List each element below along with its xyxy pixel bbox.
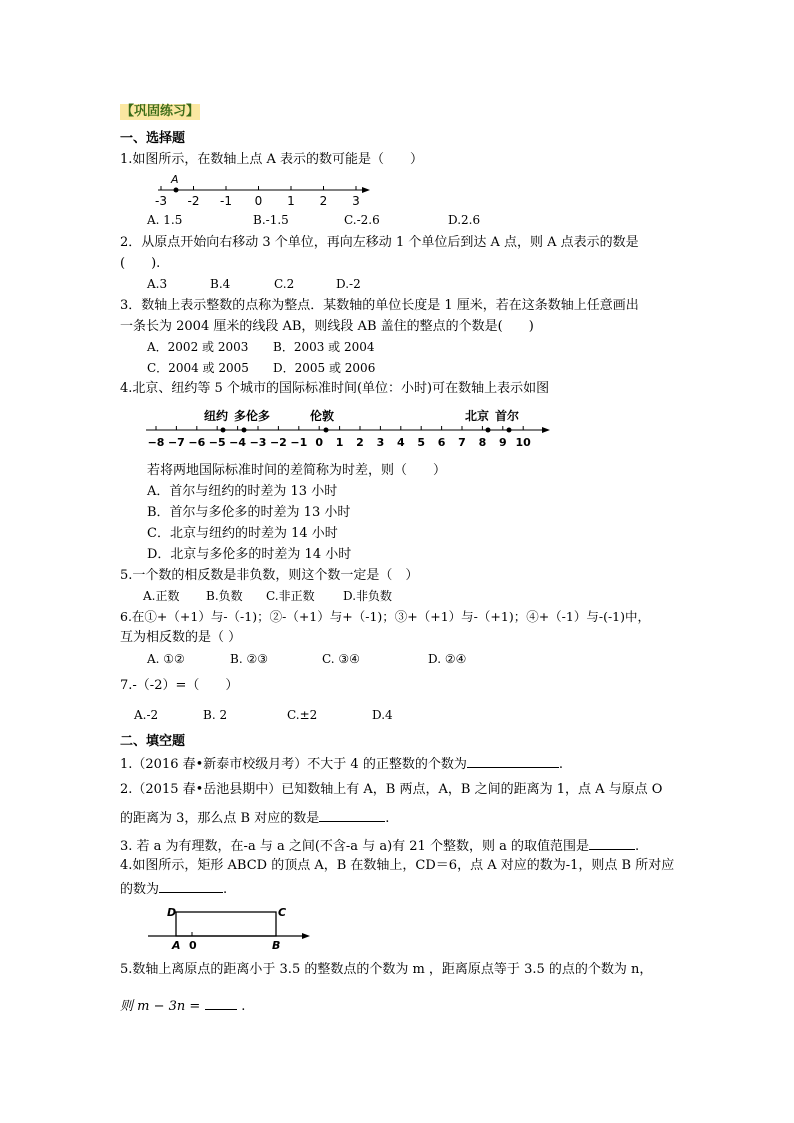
q5-option-c: C.非正数	[266, 589, 315, 603]
fill-q4-label-d: D	[167, 906, 177, 919]
q4-tick-label: 7	[458, 436, 466, 449]
q4-point-newyork	[221, 428, 226, 433]
q7-option-b: B. 2	[203, 708, 228, 722]
fill-q5-blank[interactable]	[205, 996, 237, 1010]
fill-q4-label-a: A	[172, 939, 181, 952]
q3-option-a: A．2002 或 2003	[147, 340, 249, 354]
fill-q2-blank[interactable]	[319, 808, 385, 822]
q4-option-c: C．北京与纽约的时差为 14 小时	[147, 526, 338, 541]
section-title: 【巩固练习】	[121, 104, 200, 119]
q3-option-c: C．2004 或 2005	[147, 361, 249, 375]
q6-option-a: A. ①②	[147, 652, 185, 666]
fill-q2-line1: 2.（2015 春•岳池县期中）已知数轴上有 A，B 两点，A，B 之间的距离为 1，点 A 与原点 O	[120, 782, 663, 797]
q4-tick-label: −7	[167, 436, 185, 449]
q4-tick-label: 5	[417, 436, 426, 449]
q4-city-beijing: 北京	[465, 409, 490, 423]
q5-text: 5.一个数的相反数是非负数，则这个数一定是（ ）	[120, 568, 419, 583]
q5-option-b: B.负数	[206, 589, 243, 603]
fill-q2-end: .	[385, 811, 390, 826]
q2-line2: ( ).	[120, 256, 161, 271]
q7-text: 7.-（-2）=（ ）	[120, 678, 239, 693]
q3-option-d: D．2005 或 2006	[273, 361, 376, 375]
q5-option-a: A.正数	[143, 589, 180, 603]
q1-tick-label: -1	[220, 194, 232, 208]
q6-option-b: B. ②③	[230, 652, 268, 666]
fill-q5-line1: 5.数轴上离原点的距离小于 3.5 的整数点的个数为 m ，距离原点等于 3.5 的点的个数为 n，	[120, 962, 653, 977]
q1-option-c: C.-2.6	[344, 213, 380, 227]
q7-option-c: C.±2	[287, 708, 318, 722]
q4-tick-label: 4	[396, 436, 405, 449]
q2-option-a: A.3	[147, 277, 168, 291]
q1-tick-label: 1	[287, 194, 295, 208]
fill-q4-end: .	[223, 882, 228, 897]
fill-q4-line1: 4.如图所示，矩形 ABCD 的顶点 A，B 在数轴上，CD＝6，点 A 对应的数为-1，则点 B 所对应	[120, 858, 675, 873]
q4-city-newyork: 纽约	[204, 409, 229, 423]
q1-tick-label: 2	[319, 194, 328, 208]
fill-q5-text: 则 m − 3n =	[120, 999, 201, 1014]
q4-point-london	[324, 428, 329, 433]
q4-tick-label: 3	[376, 436, 385, 449]
q2-option-d: D.-2	[336, 277, 361, 291]
q4-tick-label: −4	[229, 436, 247, 449]
q4-tick-label: 2	[356, 436, 364, 449]
fill-q3-blank[interactable]	[589, 836, 635, 850]
q1-tick-label: -3	[155, 194, 167, 208]
fill-q3	[120, 836, 639, 856]
q2-option-b: B.4	[210, 277, 231, 291]
q4-tick-label: 9	[498, 436, 507, 449]
q1-text: 1.如图所示，在数轴上点 A 表示的数可能是（ ）	[120, 152, 424, 167]
q6-option-d: D. ②④	[428, 652, 467, 666]
fill-q4-label-b: B	[272, 939, 281, 952]
q3-line1: 3．数轴上表示整数的点称为整点．某数轴的单位长度是 1 厘米，若在这条数轴上任意画出	[120, 298, 639, 313]
fill-q1	[120, 754, 563, 774]
fill-q4-text: 的数为	[120, 882, 160, 897]
q4-text: 4.北京、纽约等 5 个城市的国际标准时间(单位：小时)可在数轴上表示如图	[120, 381, 550, 396]
q4-point-seoul	[507, 428, 512, 433]
q7-option-d: D.4	[372, 708, 393, 722]
q6-line2: 互为相反数的是（ ）	[120, 630, 242, 645]
q4-city-london: 伦敦	[310, 409, 335, 423]
q4-tick-label: −3	[249, 436, 267, 449]
q4-point-toronto	[242, 428, 247, 433]
q4-tick-label: −5	[208, 436, 226, 449]
q4-number-line	[140, 402, 560, 452]
q1-point-a	[174, 188, 179, 193]
q4-tick-label: −2	[269, 436, 287, 449]
fill-q4-label-c: C	[278, 906, 287, 919]
q4-option-b: B．首尔与多伦多的时差为 13 小时	[147, 505, 351, 520]
fill-q1-end: .	[558, 757, 563, 772]
q4-city-toronto: 多伦多	[234, 409, 271, 423]
fill-q3-end: .	[634, 839, 640, 854]
q6-line1: 6.在①+（+1）与-（-1)；②-（+1）与+（-1)；③+（+1）与-（+1)；④+（-1）与-(-1)中，	[120, 609, 651, 624]
q6-option-c: C. ③④	[322, 652, 360, 666]
fill-q1-text: 1.（2016 春•新泰市校级月考）不大于 4 的正整数的个数为	[120, 757, 467, 772]
q1-option-a: A. 1.5	[147, 213, 183, 227]
q4-option-d: D．北京与多伦多的时差为 14 小时	[147, 547, 352, 562]
fill-q5-line2	[120, 996, 245, 1016]
q1-tick-label: -2	[187, 194, 200, 208]
q2-line1: 2．从原点开始向右移动 3 个单位，再向左移动 1 个单位后到达 A 点，则 A 点表示的数是	[120, 235, 639, 250]
q1-option-b: B.-1.5	[253, 213, 289, 227]
q1-tick-label: 3	[352, 194, 360, 208]
q4-tick-label: 10	[515, 436, 531, 449]
q1-number-line	[140, 172, 380, 208]
fill-q1-blank[interactable]	[467, 754, 559, 768]
fill-q4-label-zero: 0	[189, 939, 197, 952]
q4-tick-label: 8	[478, 436, 487, 449]
fill-q4-blank[interactable]	[159, 879, 223, 893]
fill-q5-end: .	[241, 999, 246, 1014]
q4-tick-label: −1	[290, 436, 308, 449]
q4-tick-label: −6	[188, 436, 206, 449]
q4-prompt: 若将两地国际标准时间的差简称为时差，则（ ）	[147, 463, 447, 478]
q4-point-beijing	[486, 428, 491, 433]
part2-heading: 二、填空题	[120, 734, 186, 749]
fill-q4-rectangle	[176, 912, 276, 936]
q4-option-a: A．首尔与纽约的时差为 13 小时	[147, 484, 338, 499]
part1-heading: 一、选择题	[120, 131, 186, 146]
q3-option-b: B．2003 或 2004	[273, 340, 375, 354]
q4-tick-label: −8	[147, 436, 165, 449]
fill-q3-text: 3. 若 a 为有理数，在-a 与 a 之间(不含-a 与 a)有 21 个整数，则 a 的取值范围是	[120, 839, 589, 854]
q1-tick-label: 0	[254, 194, 263, 208]
q4-tick-label: 6	[437, 436, 446, 449]
q3-line2: 一条长为 2004 厘米的线段 AB，则线段 AB 盖住的整点的个数是( )	[120, 319, 534, 334]
q4-city-seoul: 首尔	[495, 409, 520, 423]
fill-q4-line2	[120, 879, 227, 899]
q2-option-c: C.2	[274, 277, 295, 291]
q1-point-label: A	[171, 173, 179, 186]
fill-q2-text: 的距离为 3，那么点 B 对应的数是	[120, 811, 320, 826]
q4-tick-label: 1	[335, 436, 344, 449]
q7-option-a: A.-2	[134, 708, 159, 722]
q5-option-d: D.非负数	[343, 589, 393, 603]
q4-tick-label: 0	[315, 436, 324, 449]
fill-q4-rectangle-figure	[146, 900, 316, 952]
q1-option-d: D.2.6	[448, 213, 481, 227]
fill-q2-line2	[120, 808, 389, 828]
